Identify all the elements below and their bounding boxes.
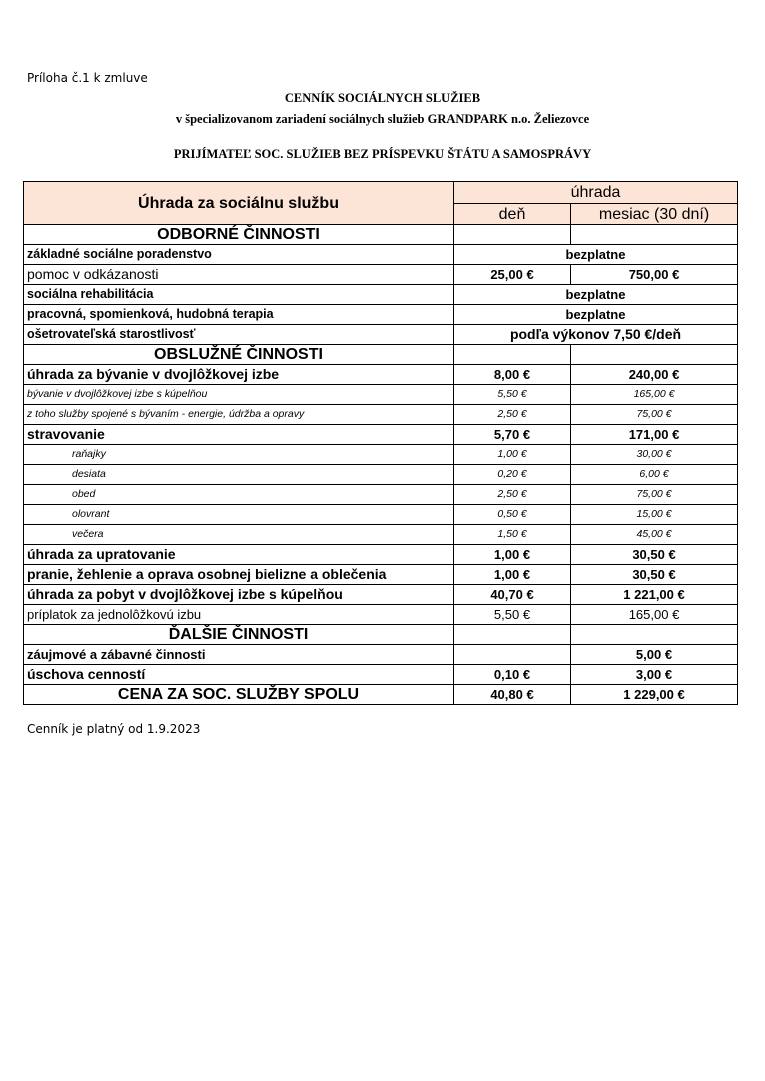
table-row <box>24 365 738 385</box>
row-label: olovrant <box>24 505 454 525</box>
total-month: 1 229,00 € <box>571 685 738 705</box>
section-row <box>24 345 738 365</box>
row-month: 171,00 € <box>571 425 738 445</box>
row-month: 165,00 € <box>571 385 738 405</box>
row-label: obed <box>24 485 454 505</box>
row-day: 0,50 € <box>454 505 571 525</box>
table-row <box>24 645 738 665</box>
row-day: 2,50 € <box>454 485 571 505</box>
row-day: 5,50 € <box>454 385 571 405</box>
row-day: 25,00 € <box>454 265 571 285</box>
empty-cell <box>571 345 738 365</box>
empty-cell <box>454 625 571 645</box>
row-month: 3,00 € <box>571 665 738 685</box>
row-label: úhrada za pobyt v dvojlôžkovej izbe s kúpelňou <box>24 585 454 605</box>
price-table <box>23 181 738 705</box>
row-day: 1,00 € <box>454 565 571 585</box>
row-month: 750,00 € <box>571 265 738 285</box>
annex-label: Príloha č.1 k zmluve <box>27 71 148 85</box>
table-row <box>24 325 738 345</box>
total-row <box>24 685 738 705</box>
row-label: sociálna rehabilitácia <box>24 285 454 305</box>
row-day: 1,00 € <box>454 445 571 465</box>
section-dalsie: ĎALŠIE ČINNOSTI <box>24 625 454 645</box>
table-row <box>24 245 738 265</box>
row-month: 165,00 € <box>571 605 738 625</box>
row-day: 0,20 € <box>454 465 571 485</box>
row-label: desiata <box>24 465 454 485</box>
table-row <box>24 385 738 405</box>
header-month: mesiac (30 dní) <box>571 204 738 225</box>
section-row <box>24 625 738 645</box>
document-subtitle: v špecializovanom zariadení sociálnych služieb GRANDPARK n.o. Želiezovce <box>175 112 590 126</box>
validity-note: Cenník je platný od 1.9.2023 <box>27 722 201 736</box>
row-month: 45,00 € <box>571 525 738 545</box>
table-row <box>24 525 738 545</box>
row-month: 6,00 € <box>571 465 738 485</box>
row-label: úhrada za upratovanie <box>24 545 454 565</box>
header-service: Úhrada za sociálnu službu <box>24 182 454 225</box>
row-value: bezplatne <box>454 285 738 305</box>
row-month: 1 221,00 € <box>571 585 738 605</box>
row-label: bývanie v dvojlôžkovej izbe s kúpelňou <box>24 385 454 405</box>
table-row <box>24 265 738 285</box>
section-row <box>24 225 738 245</box>
row-label: úhrada za bývanie v dvojlôžkovej izbe <box>24 365 454 385</box>
row-label: pomoc v odkázanosti <box>24 265 454 285</box>
row-label: ošetrovateľská starostlivosť <box>24 325 454 345</box>
table-row <box>24 545 738 565</box>
table-row <box>24 665 738 685</box>
row-month: 30,00 € <box>571 445 738 465</box>
row-day: 5,70 € <box>454 425 571 445</box>
row-month: 15,00 € <box>571 505 738 525</box>
table-row <box>24 305 738 325</box>
table-row <box>24 585 738 605</box>
row-label: večera <box>24 525 454 545</box>
row-month: 75,00 € <box>571 485 738 505</box>
table-row <box>24 405 738 425</box>
row-day: 1,50 € <box>454 525 571 545</box>
row-day <box>454 645 571 665</box>
document-title: CENNÍK SOCIÁLNYCH SLUŽIEB <box>284 91 481 105</box>
row-label: príplatok za jednolôžkovú izbu <box>24 605 454 625</box>
empty-cell <box>571 625 738 645</box>
empty-cell <box>454 225 571 245</box>
row-day: 2,50 € <box>454 405 571 425</box>
table-row <box>24 285 738 305</box>
row-label: stravovanie <box>24 425 454 445</box>
row-value: podľa výkonov 7,50 €/deň <box>454 325 738 345</box>
row-day: 40,70 € <box>454 585 571 605</box>
row-day: 0,10 € <box>454 665 571 685</box>
row-day: 8,00 € <box>454 365 571 385</box>
table-row <box>24 485 738 505</box>
total-day: 40,80 € <box>454 685 571 705</box>
row-value: bezplatne <box>454 245 738 265</box>
row-month: 30,50 € <box>571 545 738 565</box>
row-day: 1,00 € <box>454 545 571 565</box>
table-row <box>24 565 738 585</box>
total-label: CENA ZA SOC. SLUŽBY SPOLU <box>24 685 454 705</box>
recipient-heading: PRIJÍMATEĽ SOC. SLUŽIEB BEZ PRÍSPEVKU ŠTÁTU A SAMOSPRÁVY <box>173 147 592 161</box>
table-row <box>24 465 738 485</box>
row-label: pranie, žehlenie a oprava osobnej bielizne a oblečenia <box>24 565 454 585</box>
header-row <box>24 182 738 204</box>
table-row <box>24 605 738 625</box>
row-label: pracovná, spomienková, hudobná terapia <box>24 305 454 325</box>
section-obsluzne: OBSLUŽNÉ ČINNOSTI <box>24 345 454 365</box>
section-odborne: ODBORNÉ ČINNOSTI <box>24 225 454 245</box>
row-label: záujmové a zábavné činnosti <box>24 645 454 665</box>
row-day: 5,50 € <box>454 605 571 625</box>
row-label: raňajky <box>24 445 454 465</box>
empty-cell <box>571 225 738 245</box>
row-value: bezplatne <box>454 305 738 325</box>
table-row <box>24 505 738 525</box>
row-month: 5,00 € <box>571 645 738 665</box>
header-payment: úhrada <box>454 182 738 204</box>
row-month: 240,00 € <box>571 365 738 385</box>
row-label: základné sociálne poradenstvo <box>24 245 454 265</box>
table-row <box>24 445 738 465</box>
row-label: z toho služby spojené s bývaním - energie, údržba a opravy <box>24 405 454 425</box>
header-day: deň <box>454 204 571 225</box>
row-label: úschova cenností <box>24 665 454 685</box>
row-month: 30,50 € <box>571 565 738 585</box>
table-row <box>24 425 738 445</box>
empty-cell <box>454 345 571 365</box>
row-month: 75,00 € <box>571 405 738 425</box>
